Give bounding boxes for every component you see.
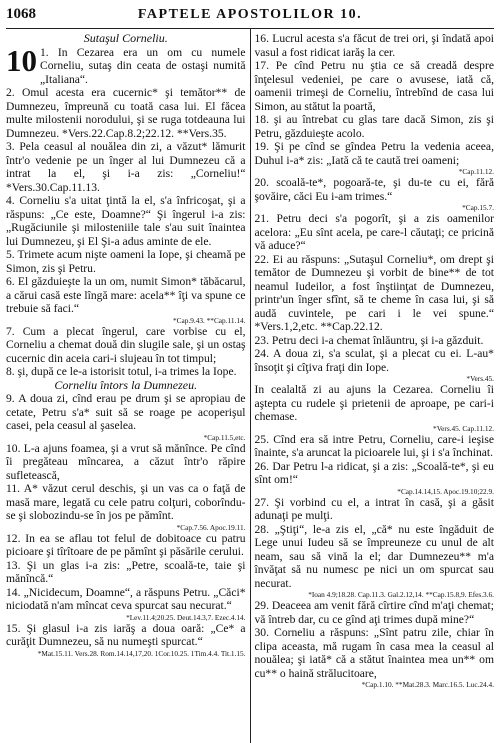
two-column-text — [6, 32, 494, 743]
verse-text: 22. Ei au răspuns: „Sutaşul Corneliu*, om drept şi temător de Dumnezeu şi vorbit de bine** de tot neamul Iudeilor, a fost înştiinţat de Dumnezeu, printr'un înger sfînt, să te cheme în casa lui, şi să audă cuvintele, pe cari i le vei spune.“ *Vers.1,2,etc. **Cap.22.12. — [254, 252, 494, 333]
cross-reference: *Cap.11.12. — [458, 167, 494, 176]
verse-text: 12. In ea se aflau tot felul de dobitoace cu patru picioare şi tîrîtoare de pe pămînt şi păsările cerului. — [6, 531, 246, 558]
verse-text: 14. „Nicidecum, Doamne“, a răspuns Petru. „Căci* niciodată n'am mîncat ceva spurcat sau necurat.“ — [6, 585, 246, 612]
right-column — [250, 32, 494, 743]
cross-reference: *Ioan 4.9;18.28. Cap.11.3. Gal.2.12,14. **Cap.15.8,9. Efes.3.6. — [308, 590, 494, 599]
verse-text: 30. Corneliu a răspuns: „Sînt patru zile, chiar în clipa aceasta, mă rugam în casa mea la ceasul al nouălea; şi iată* că a stătut înaintea mea un** om cu** o haină strălucitoare, — [254, 626, 494, 680]
cross-reference: *Vers.45. Cap.11.12. — [433, 423, 494, 433]
verse-text: 9. A doua zi, cînd erau pe drum şi se apropiau de cetate, Petru s'a* suit să se roage pe acoperişul casei, pela ceasul al şaselea. — [6, 392, 246, 432]
chapter-number: 10 — [6, 42, 37, 78]
verse-text: 1. In Cezarea era un om cu numele Corneliu, sutaş din ceata de ostaşi numită „Italiana“. — [40, 45, 246, 86]
verse-text: 4. Corneliu s'a uitat ţintă la el, s'a înfricoşat, şi a răspuns: „Ce este, Doamne?“ Şi îngerul i-a zis: „Rugăciunile şi milosteniile tale s'au suit înaintea lui Dumnezeu, şi El Şi-a adus aminte de ele. — [6, 194, 246, 248]
verse-text: 17. Pe cînd Petru nu ştia ce să creadă despre înţelesul vedeniei, pe care o avusese, iată că, oamenii trimeşi de Corneliu, întrebînd de casa lui Simon, au stătut la poartă, — [254, 59, 494, 113]
verse-text: 11. A* văzut cerul deschis, şi un vas ca o faţă de masă mare, legată cu cele patru colţuri, coborîndu-se şi slobozindu-se în jos pe pămînt. — [6, 482, 246, 522]
page-number: 1068 — [6, 6, 36, 22]
cross-reference: *Cap.1.10. **Mat.28.3. Marc.16.5. Luc.24.4. — [361, 680, 494, 689]
verse-text: 24. A doua zi, s'a sculat, şi a plecat cu ei. L-au* însoţit şi cîţiva fraţi din Iope. — [254, 347, 494, 374]
cross-reference: *Mat.15.11. Vers.28. Rom.14.14,17,20. 1Cor.10.25. 1Tim.4.4. Tit.1.15. — [37, 648, 246, 658]
section-heading: Corneliu întors la Dumnezeu. — [54, 377, 198, 392]
left-column — [6, 32, 250, 743]
running-header — [6, 6, 494, 29]
verse-text: 16. Lucrul acesta s'a făcut de trei ori, şi îndată apoi vasul a fost ridicat iarăş la cer. — [254, 32, 494, 59]
verse-text: 29. Deaceea am venit fără cîrtire cînd m'aţi chemat; vă întreb dar, cu ce gînd aţi trimes după mine?“ — [254, 599, 494, 626]
verse-text: 15. Şi glasul i-a zis iarăş a doua oară: „Ce* a curăţit Dumnezeu, să nu numeşti spurcat.“ — [6, 621, 246, 648]
cross-reference: *Cap.9.43. **Cap.11.14. — [173, 315, 246, 325]
verse-text: 10. L-a ajuns foamea, şi a vrut să mănînce. Pe cînd îi pregăteau mîncarea, a căzut într'o răpire sufletească, — [6, 441, 246, 482]
verse-text: 28. „Ştiţi“, le-a zis el, „că* nu este îngăduit de Lege unui Iudeu să se împreuneze cu unul de alt neam, sau să vină la el; dar Dumnezeu** m'a învăţat să nu numesc pe nici un om spurcat sau necurat. — [254, 522, 494, 590]
verse-text: 2. Omul acesta era cucernic* şi temător** de Dumnezeu, împreună cu toată casa lui. El făcea multe milostenii norodului, şi se ruga totdeauna lui Dumnezeu. *Vers.22.Cap.8.2;22.12. **Vers.35. — [6, 86, 246, 140]
cross-reference: *Cap.14.14,15. Apoc.19.10;22.9. — [397, 486, 494, 496]
verse-text: 25. Cînd era să intre Petru, Corneliu, care-i ieşise înainte, s'a aruncat la picioarele lui, şi i s'a închinat. — [254, 432, 494, 459]
cross-reference: *Cap.11.5,etc. — [203, 432, 246, 442]
verse-text: 13. Şi un glas i-a zis: „Petre, scoală-te, taie şi mănîncă.“ — [6, 558, 246, 585]
verse-text: 21. Petru deci s'a pogorît, şi a zis oamenilor acelora: „Eu sînt acela, pe care-l căutaţi; ce pricină vă aduce?“ — [254, 212, 494, 252]
verse-text: 6. El găzduieşte la un om, numit Simon* tăbăcarul, a cărui casă este lîngă mare: acela** îţi va spune ce trebuie să faci.“ — [6, 275, 246, 315]
verse-text: 27. Şi vorbind cu el, a intrat în casă, şi a găsit adunaţi pe mulţi. — [254, 495, 494, 522]
cross-reference: *Cap.7.56. Apoc.19.11. — [176, 522, 246, 532]
verse-text: 20. scoală-te*, pogoară-te, şi du-te cu ei, fără şovăire, căci Eu i-am trimes.“ — [254, 176, 494, 203]
cross-reference: *Cap.15.7. — [462, 203, 494, 212]
verse-text: 26. Dar Petru l-a ridicat, şi a zis: „Scoală-te*, şi eu sînt om!“ — [254, 459, 494, 486]
verse-text: 8. şi, după ce le-a istorisit totul, i-a trimes la Iope. — [6, 365, 237, 378]
running-title: FAPTELE APOSTOLILOR 10. — [137, 7, 363, 22]
verse-text: In cealaltă zi au ajuns la Cezarea. Corneliu îi aştepta cu rudele şi prietenii de aproape, pe cari-i chemase. — [254, 383, 494, 423]
section-heading: Sutaşul Corneliu. — [83, 31, 168, 45]
verse-text: 18. şi au întrebat cu glas tare dacă Simon, zis şi Petru, găzduieşte acolo. — [254, 113, 494, 140]
verse-text: 19. Şi pe cînd se gîndea Petru la vedenia aceea, Duhul i-a* zis: „Iată că te caută trei oameni; — [254, 140, 494, 167]
cross-reference: *Vers.45. — [466, 374, 494, 383]
verse-text: 3. Pela ceasul al nouălea din zi, a văzut* lămurit într'o vedenie pe un înger al lui Dumnezeu că a intrat la el, şi i-a zis: „Corneliu!“ *Vers.30.Cap.11.13. — [6, 140, 246, 194]
verse-text: 23. Petru deci i-a chemat înlăuntru, şi i-a găzduit. — [254, 333, 484, 347]
verse-text: 5. Trimete acum nişte oameni la Iope, şi cheamă pe Simon, zis şi Petru. — [6, 248, 246, 275]
cross-reference: *Lev.11.4;20.25. Deut.14.3,7. Ezec.4.14. — [126, 612, 246, 622]
verse-text: 7. Cum a plecat îngerul, care vorbise cu el, Corneliu a chemat două din slugile sale, şi un ostaş cucernic din aceia cari-i slujeau în tot timpul; — [6, 324, 246, 365]
verse-block — [6, 42, 246, 87]
